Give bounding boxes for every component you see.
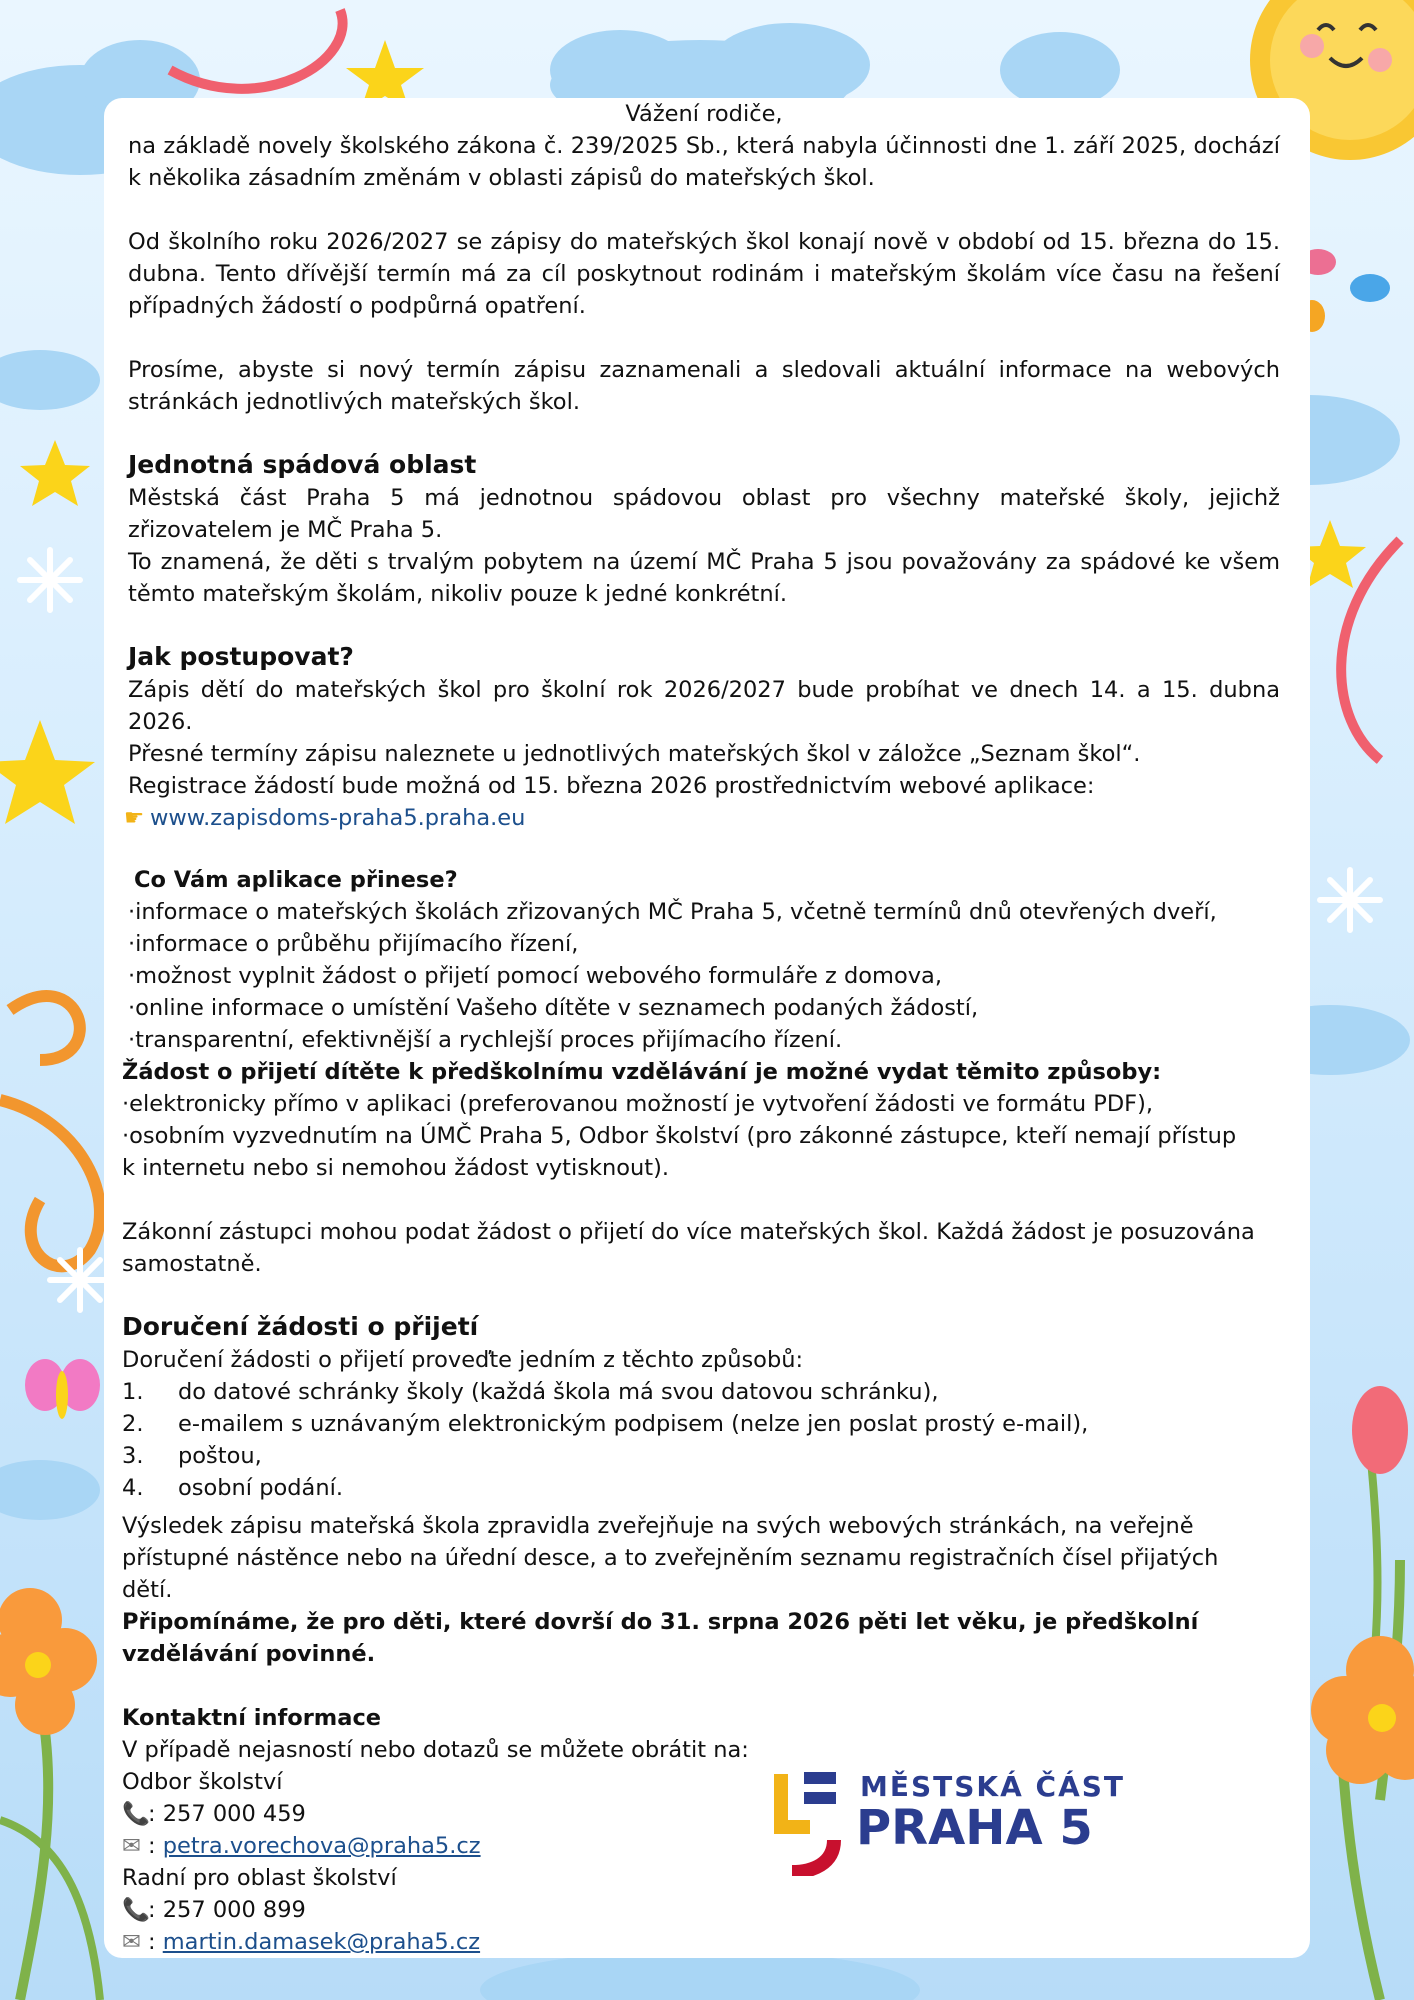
procedure-paragraph-1: Zápis dětí do mateřských škol pro školní rok 2026/2027 bude probíhat ve dnech 14. a 15. dubna 2026. [128, 677, 1280, 735]
delivery-intro: Doručení žádosti o přijetí proveďte jedním z těchto způsobů: [122, 1347, 804, 1373]
email-link-1[interactable]: petra.vorechova@praha5.cz [162, 1833, 481, 1859]
catchment-paragraph-1: Městská část Praha 5 má jednotnou spádovou oblast pro všechny mateřské školy, jejichž zřizovatelem je MČ Praha 5. [128, 485, 1280, 543]
results-paragraph: Výsledek zápisu mateřská škola zpravidla zveřejňuje na svých webových stránkách, na veřejně přístupné nástěnce nebo na úřední desce, a to zveřejněním seznamu registračních čísel přijatých dětí. [122, 1513, 1219, 1603]
intro-paragraph: na základě novely školského zákona č. 239/2025 Sb., která nabyla účinnosti dne 1. září 2025, dochází k několika zásadním změnám v oblasti zápisů do mateřských škol. [128, 133, 1280, 191]
app-benefits-heading: Co Vám aplikace přinese? [134, 867, 458, 893]
list-item: ·informace o průběhu přijímacího řízení, [128, 931, 579, 957]
delivery-methods-list [122, 1376, 1282, 1504]
contact-heading: Kontaktní informace [122, 1705, 382, 1731]
procedure-heading: Jak postupovat? [128, 642, 354, 671]
application-methods-heading: Žádost o přijetí dítěte k předškolnímu vzdělávání je možné vydat těmito způsoby: [122, 1059, 1162, 1085]
phone-icon: 📞 [122, 1897, 151, 1923]
logo-line2: PRAHA 5 [856, 1800, 1093, 1856]
registration-period-paragraph: Od školního roku 2026/2027 se zápisy do mateřských škol konají nově v období od 15. března do 15. dubna. Tento dřívější termín má za cíl poskytnout rodinám i mateřským školám více času na řešení případných žádostí o podpůrná opatření. [128, 229, 1280, 319]
list-item: ·online informace o umístění Vašeho dítěte v seznamech podaných žádostí, [128, 995, 979, 1021]
method-item: ·elektronicky přímo v aplikaci (preferovanou možností je vytvoření žádosti ve formátu PDF), [122, 1091, 1154, 1117]
note-paragraph: Prosíme, abyste si nový termín zápisu zaznamenali a sledovali aktuální informace na webových stránkách jednotlivých mateřských škol. [128, 357, 1280, 415]
phone-icon: 📞 [122, 1801, 151, 1827]
procedure-paragraph-3: Registrace žádostí bude možná od 15. března 2026 prostřednictvím webové aplikace: [128, 773, 1095, 799]
list-item: ·transparentní, efektivnější a rychlejší proces přijímacího řízení. [128, 1027, 843, 1053]
catchment-paragraph-2: To znamená, že děti s trvalým pobytem na území MČ Praha 5 jsou považovány za spádové ke všem těmto mateřským školám, nikoliv pouze k jedné konkrétní. [128, 549, 1280, 607]
app-benefits-list [128, 896, 1280, 1056]
pointing-hand-icon: ☛ [124, 805, 145, 831]
method-item-continued: k internetu nebo si nemohou žádost vytisknout). [122, 1155, 670, 1181]
list-item: 3. poštou, [122, 1443, 262, 1469]
list-item: 4. osobní podání. [122, 1475, 343, 1501]
greeting: Vážení rodiče, [625, 101, 783, 127]
list-item: 2. e-mailem s uznávaným elektronickým podpisem (nelze jen poslat prostý e-mail), [122, 1411, 1089, 1437]
multiple-applications-paragraph: Zákonní zástupci mohou podat žádost o přijetí do více mateřských škol. Každá žádost je posuzována samostatně. [122, 1219, 1255, 1277]
contact-dept-1: Odbor školství [122, 1769, 283, 1795]
logo-line1: MĚSTSKÁ ČÁST [860, 1770, 1126, 1803]
contact-phone-1: 📞: 257 000 459 [122, 1798, 1282, 1830]
method-item: ·osobním vyzvednutím na ÚMČ Praha 5, Odbor školství (pro zákonné zástupce, kteří nemají přístup [122, 1123, 1237, 1149]
app-link[interactable]: www.zapisdoms-praha5.praha.eu [150, 805, 526, 831]
contact-intro: V případě nejasností nebo dotazů se můžete obrátit na: [122, 1737, 749, 1763]
catchment-heading: Jednotná spádová oblast [128, 450, 477, 479]
contact-dept-2: Radní pro oblast školství [122, 1865, 397, 1891]
procedure-paragraph-2: Přesné termíny zápisu naleznete u jednotlivých mateřských škol v záložce „Seznam škol“. [128, 741, 1141, 767]
contact-email-1: ✉ : petra.vorechova@praha5.cz [122, 1830, 1282, 1862]
letter-content [122, 98, 1280, 1958]
list-item: ·možnost vyplnit žádost o přijetí pomocí webového formuláře z domova, [128, 963, 942, 989]
envelope-icon: ✉ [122, 1929, 141, 1955]
list-item: ·informace o mateřských školách zřizovaných MČ Praha 5, včetně termínů dnů otevřených dveří, [128, 899, 1217, 925]
email-link-2[interactable]: martin.damasek@praha5.cz [162, 1929, 481, 1955]
envelope-icon: ✉ [122, 1833, 141, 1859]
application-methods [122, 1056, 1282, 1958]
delivery-heading: Doručení žádosti o přijetí [122, 1312, 479, 1341]
contact-phone-2: 📞: 257 000 899 [122, 1894, 1282, 1926]
contact-email-2: ✉ : martin.damasek@praha5.cz [122, 1926, 1282, 1958]
list-item: 1. do datové schránky školy (každá škola má svou datovou schránku), [122, 1379, 939, 1405]
mandatory-education-reminder: Připomínáme, že pro děti, které dovrší do 31. srpna 2026 pěti let věku, je předškolní vzdělávání povinné. [122, 1609, 1199, 1667]
app-link-row [124, 802, 1280, 834]
